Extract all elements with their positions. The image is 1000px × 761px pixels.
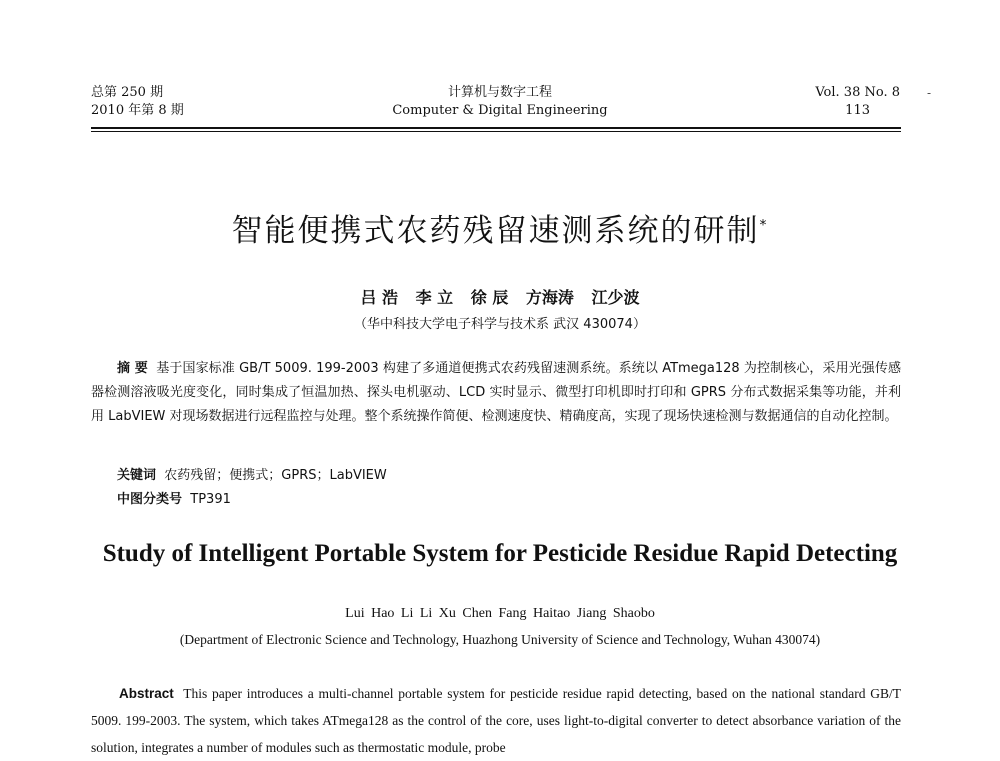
abstract-en-label: Abstract <box>119 686 174 701</box>
abstract-cn <box>91 357 901 429</box>
classification-label: 中图分类号 <box>117 492 183 507</box>
keywords-text: 农药残留；便携式；GPRS；LabVIEW <box>164 468 387 483</box>
header-rule-bottom <box>91 131 901 132</box>
paper-title-en: Study of Intelligent Portable System for Pesticide Residue Rapid Detecting <box>102 540 898 567</box>
header-right <box>815 84 900 120</box>
volume-number: Vol. 38 No. 8 <box>815 85 900 100</box>
authors-en: Lui Hao Li Li Xu Chen Fang Haitao Jiang Shaobo <box>345 606 655 621</box>
keywords-label: 关键词 <box>117 468 157 483</box>
title-cn-text: 智能便携式农药残留速测系统的研制 <box>231 213 760 249</box>
affiliation-cn: （华中科技大学电子科学与技术系 武汉 430074） <box>354 317 646 332</box>
author-cn: 江少波 <box>591 288 640 307</box>
author-cn: 方海涛 <box>525 288 574 307</box>
issue-total: 总第 250 期 <box>91 85 164 100</box>
margin-mark: - <box>927 86 932 100</box>
header-rule-top <box>91 127 901 129</box>
page-number: 113 <box>845 103 870 118</box>
paper-title-cn <box>0 205 1000 250</box>
abstract-en-text: This paper introduces a multi-channel portable system for pesticide residue rapid detecting, based on the national standard GB/T 5009. 199-2003. The system, which takes ATmega128 as the control of the core, uses light-to-digital converter to detect absorbance variation of the solution, integrates a number of modules such as thermostatic module, probe <box>91 686 901 755</box>
author-cn: 李 立 <box>415 288 454 307</box>
title-footnote-mark: * <box>759 217 769 234</box>
journal-title-cn: 计算机与数字工程 <box>447 85 552 100</box>
keywords-cn <box>117 464 387 483</box>
author-cn: 徐 辰 <box>470 288 509 307</box>
classification-cn <box>117 488 231 507</box>
abstract-en <box>91 680 901 761</box>
abstract-cn-label: 摘 要 <box>117 361 148 376</box>
journal-title-en: Computer & Digital Engineering <box>392 103 608 118</box>
abstract-cn-text: 基于国家标准 GB/T 5009. 199-2003 构建了多通道便携式农药残留速测系统。系统以 ATmega128 为控制核心，采用光强传感器检测溶液吸光度变化，同时集成了恒温加热、探头电机驱动、LCD 实时显示、微型打印机即时打印和 GPRS 分布式数据采集等功能，并利用 LabVIEW 对现场数据进行远程监控与处理。整个系统操作简便、检测速度快、精确度高，实现了现场快速检测与数据通信的自动化控制。 <box>91 361 902 424</box>
author-cn: 吕 浩 <box>360 288 399 307</box>
issue-year: 2010 年第 8 期 <box>91 103 184 118</box>
authors-cn <box>0 285 1000 308</box>
classification-text: TP391 <box>190 492 231 507</box>
affiliation-en: (Department of Electronic Science and Technology, Huazhong University of Science and Technology, Wuhan 430074) <box>179 632 821 647</box>
